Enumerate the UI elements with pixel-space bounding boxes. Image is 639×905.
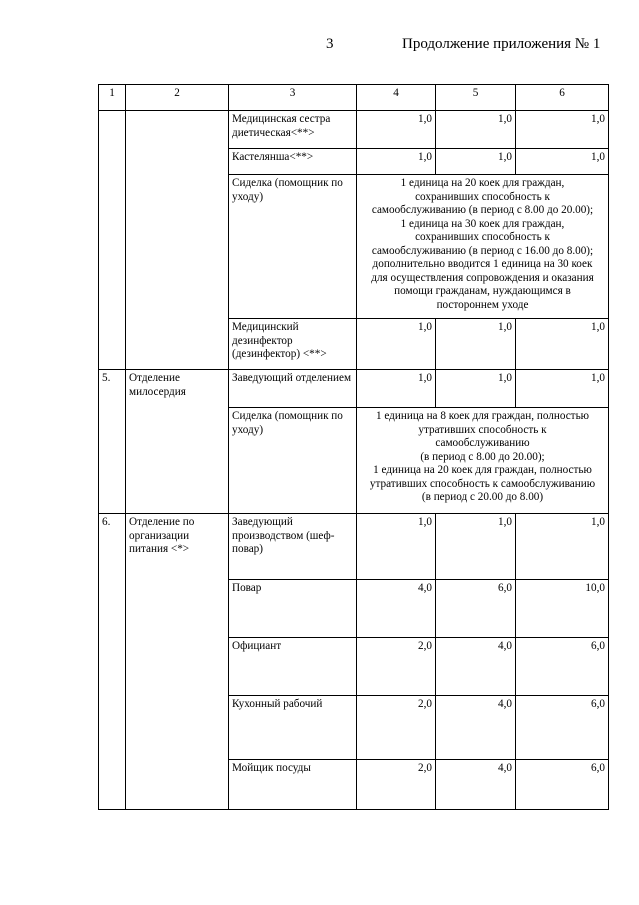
value-cell: 2,0 [357,696,436,760]
row-number-cell: 5. [99,370,126,514]
staffing-table [98,84,609,810]
table-header-row [99,85,609,111]
continuation-title: Продолжение приложения № 1 [402,36,601,52]
value-cell: 1,0 [357,370,436,408]
position-cell: Сиделка (помощник по уходу) [229,408,357,514]
value-cell: 6,0 [516,696,609,760]
position-cell: Сиделка (помощник по уходу) [229,175,357,319]
column-header-4: 4 [357,85,436,111]
row-number-cell: 6. [99,514,126,810]
column-header-3: 3 [229,85,357,111]
value-cell: 1,0 [357,319,436,370]
value-cell: 1,0 [436,370,516,408]
column-header-2: 2 [126,85,229,111]
row-number-cell [99,111,126,370]
value-cell: 1,0 [436,319,516,370]
position-cell: Официант [229,638,357,696]
table-row [99,111,609,149]
staffing-norm-note: 1 единица на 8 коек для граждан, полностью утративших способность к самообслуживанию (в период с 8.00 до 20.00); 1 единица на 20 коек для граждан, полностью утративших способность к самообслуживанию (в период с 20.00 до 8.00) [357,408,609,514]
position-cell: Медицинская сестра диетическая<**> [229,111,357,149]
department-cell [126,111,229,370]
position-cell: Повар [229,580,357,638]
value-cell: 10,0 [516,580,609,638]
position-cell: Мойщик посуды [229,760,357,810]
value-cell: 6,0 [516,638,609,696]
page-number: 3 [326,36,334,52]
value-cell: 2,0 [357,638,436,696]
value-cell: 1,0 [436,514,516,580]
column-header-1: 1 [99,85,126,111]
value-cell: 1,0 [357,111,436,149]
value-cell: 1,0 [516,370,609,408]
table-row [99,370,609,408]
value-cell: 1,0 [436,111,516,149]
position-cell: Заведующий отделением [229,370,357,408]
department-cell: Отделение милосердия [126,370,229,514]
value-cell: 1,0 [436,149,516,175]
value-cell: 1,0 [357,514,436,580]
table-row [99,514,609,580]
value-cell: 1,0 [516,319,609,370]
staffing-norm-note: 1 единица на 20 коек для граждан, сохранивших способность к самообслуживанию (в период с 8.00 до 20.00); 1 единица на 30 коек для граждан, сохранивших способность к самообслуживанию (в период с 16.00 до 8.00); дополнительно вводится 1 единица на 30 коек для осуществления сопровождения и оказания помощи гражданам, нуждающимся в постороннем уходе [357,175,609,319]
value-cell: 1,0 [516,149,609,175]
value-cell: 1,0 [357,149,436,175]
value-cell: 1,0 [516,514,609,580]
value-cell: 4,0 [436,638,516,696]
position-cell: Кастелянша<**> [229,149,357,175]
column-header-6: 6 [516,85,609,111]
value-cell: 1,0 [516,111,609,149]
position-cell: Кухонный рабочий [229,696,357,760]
value-cell: 2,0 [357,760,436,810]
department-cell: Отделение по организации питания <*> [126,514,229,810]
column-header-5: 5 [436,85,516,111]
value-cell: 4,0 [357,580,436,638]
value-cell: 6,0 [436,580,516,638]
position-cell: Заведующий производством (шеф-повар) [229,514,357,580]
value-cell: 4,0 [436,760,516,810]
value-cell: 4,0 [436,696,516,760]
position-cell: Медицинский дезинфектор (дезинфектор) <**> [229,319,357,370]
value-cell: 6,0 [516,760,609,810]
